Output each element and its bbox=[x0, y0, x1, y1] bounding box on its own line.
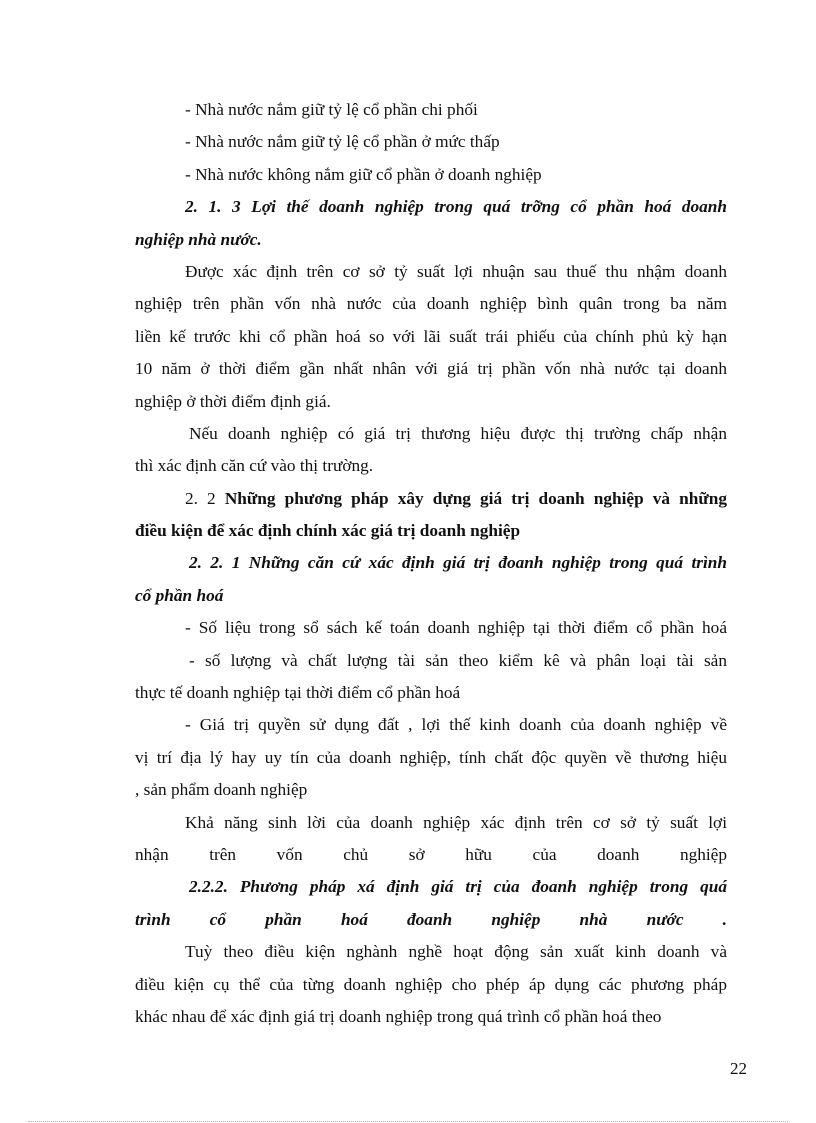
document-body bbox=[135, 94, 727, 1033]
paragraph-line: điều kiện cụ thể của từng doanh nghiệp cho phép áp dụng các phương pháp bbox=[135, 974, 727, 994]
bullet-line: - Số liệu trong sổ sách kế toán doanh nghiệp tại thời điểm cổ phần hoá bbox=[185, 618, 727, 638]
section-heading-2-2 bbox=[135, 483, 727, 515]
section-heading-continuation: cổ phần hoá bbox=[135, 585, 224, 605]
paragraph-line: , sản phẩm doanh nghiệp bbox=[135, 780, 308, 800]
page-bottom-divider bbox=[28, 1121, 788, 1122]
paragraph-line: thực tế doanh nghiệp tại thời điểm cổ phần hoá bbox=[135, 683, 461, 703]
paragraph-line: Tuỳ theo điều kiện nghành nghề hoạt động sản xuất kinh doanh và bbox=[185, 942, 727, 962]
section-heading-2-2-1: 2. 2. 1 Những căn cứ xác định giá trị đoanh nghiệp trong quá trình bbox=[189, 553, 727, 573]
paragraph-line: nghiệp trên phần vốn nhà nước của doanh nghiệp bình quân trong ba năm bbox=[135, 294, 727, 314]
paragraph-line: Khả năng sinh lời của doanh nghiệp xác định trên cơ sở tỷ suất lợi bbox=[185, 812, 727, 832]
section-number: 2. 2 bbox=[185, 488, 216, 508]
section-heading-continuation: trình cổ phần hoá đoanh nghiệp nhà nước . bbox=[135, 909, 727, 929]
section-title-bold: Những phương pháp xây dựng giá trị doanh nghiệp và những bbox=[224, 488, 728, 508]
paragraph-line: Được xác định trên cơ sở tỷ suất lợi nhuận sau thuế thu nhậm doanh bbox=[185, 261, 727, 281]
section-heading-2-1-3: 2. 1. 3 Lợi thế doanh nghiệp trong quá trỡng cổ phần hoá doanh bbox=[185, 197, 727, 217]
bullet-line: - Giá trị quyền sử dụng đất , lợi thế kinh doanh của doanh nghiệp về bbox=[185, 715, 727, 735]
section-heading-continuation: nghiệp nhà nước. bbox=[135, 229, 262, 249]
bullet-line: - Nhà nước nắm giữ tỷ lệ cổ phần ở mức thấp bbox=[185, 132, 500, 152]
section-heading-2-2-2: 2.2.2. Phương pháp xá định giá trị của đoanh nghiệp trong quá bbox=[189, 877, 727, 897]
page-number: 22 bbox=[730, 1059, 747, 1078]
paragraph-line: nhận trên vốn chủ sở hữu của doanh nghiệp bbox=[135, 844, 727, 864]
paragraph-line: thì xác định căn cứ vào thị trường. bbox=[135, 456, 374, 476]
section-heading-continuation: điều kiện để xác định chính xác giá trị doanh nghiệp bbox=[135, 521, 521, 541]
paragraph-line: liền kế trước khi cổ phần hoá so với lãi suất trái phiếu của chính phủ kỳ hạn bbox=[135, 326, 727, 346]
bullet-line: - số lượng và chất lượng tài sản theo kiểm kê và phân loại tài sản bbox=[189, 650, 727, 670]
paragraph-line: vị trí địa lý hay uy tín của doanh nghiệp, tính chất độc quyền về thương hiệu bbox=[135, 747, 727, 767]
bullet-line: - Nhà nước nắm giữ tỷ lệ cổ phần chi phối bbox=[185, 100, 478, 119]
paragraph-line: Nếu doanh nghiệp có giá trị thương hiệu được thị trường chấp nhận bbox=[189, 423, 727, 443]
paragraph-line: nghiệp ở thời điểm định giá. bbox=[135, 391, 331, 411]
paragraph-line: khác nhau để xác định giá trị doanh nghiệp trong quá trình cổ phần hoá theo bbox=[135, 1006, 662, 1026]
paragraph-line: 10 năm ở thời điểm gần nhất nhân với giá trị phần vốn nhà nước tại doanh bbox=[135, 359, 727, 379]
bullet-line: - Nhà nước không nắm giữ cổ phần ở doanh nghiệp bbox=[185, 164, 542, 184]
